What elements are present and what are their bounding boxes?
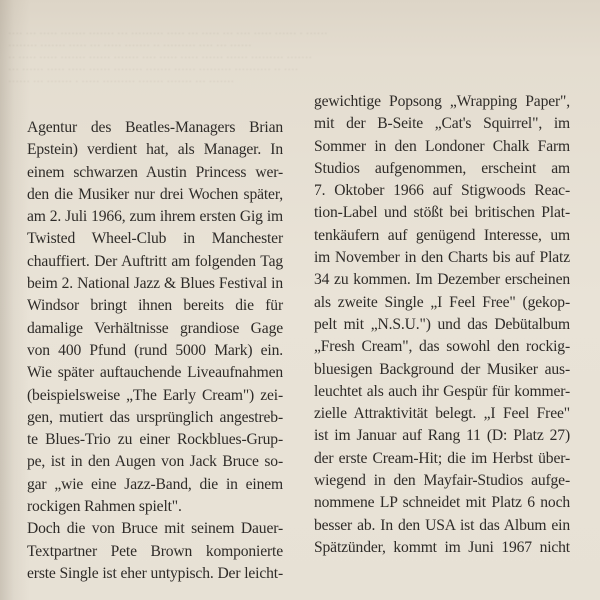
text-line: besser ab. In den USA ist das Album ein — [314, 516, 570, 534]
text-line: leuchtet als auch ihr Gespür für kommer- — [314, 382, 570, 400]
text-line: gen, mutiert das ursprünglich angestreb- — [27, 408, 283, 426]
text-line: Twisted Wheel-Club in Manchester — [27, 230, 283, 248]
left-text-column — [27, 117, 283, 585]
text-line: Windsor bringt ihnen bereits die für — [27, 297, 283, 315]
text-line: damalige Verhältnisse grandiose Gage — [27, 319, 283, 337]
text-line: 34 zu kommen. Im Dezember erscheinen — [314, 271, 570, 289]
text-line: bluesigen Background der Musiker aus- — [314, 360, 570, 378]
text-line: gar „wie eine Jazz-Band, die in einem — [27, 475, 283, 493]
bleed-through-line: ······ ··· ······· · ····· ········· ······· ······· ··· ······· — [8, 76, 235, 88]
text-line: von 400 Pfund (rund 5000 Mark) ein. — [27, 341, 283, 359]
text-line: rockigen Rahmen spielt". — [27, 498, 182, 516]
text-line: Spätzünder, kommt im Juni 1967 nicht — [314, 538, 570, 556]
text-line: te Blues-Trio zu einer Rockblues-Grup- — [27, 431, 283, 449]
text-line: Agentur des Beatles-Managers Brian — [27, 119, 283, 136]
text-line: Epstein) verdient hat, als Manager. In — [27, 141, 283, 159]
bleed-through-line: ··· ······ ····· ····· ······ ········ ······· ······ ········· ·········· ·· ···· — [8, 64, 299, 76]
text-line: Studios aufgenommen, erscheint am — [314, 159, 570, 177]
text-line: „Fresh Cream", das sowohl den rockig- — [314, 338, 570, 356]
bleed-through-line: ···· ··· ····· ······· ······· ··· ········· ····· ··· ····· ··· ···· ····· ······ · ······ — [8, 28, 328, 40]
text-line: am 2. Juli 1966, zum ihrem ersten Gig im — [27, 208, 283, 226]
text-line: als zweite Single „I Feel Free" (gekop- — [314, 293, 570, 311]
bleed-through-line: ·· ····· ····· ······· ······ ······· ···· ····· ····· ······ ······ ········· ······· — [8, 52, 313, 64]
bleed-through-line: ········ ······· ····· ··· ····· ······· ·· ········· ···· ··· ······ — [8, 40, 252, 52]
text-line: Doch die von Bruce mit seinem Dauer- — [27, 520, 283, 538]
text-line: tenkäufern auf genügend Interesse, um — [314, 226, 570, 244]
text-line: der erste Cream-Hit; die im Herbst über- — [314, 449, 570, 467]
text-line: Sommer in den Londoner Chalk Farm — [314, 137, 570, 155]
text-line: chauffiert. Der Auftritt am folgenden Tag — [27, 252, 283, 270]
text-line: Wie später auftauchende Liveaufnahmen — [27, 364, 283, 382]
right-text-column — [314, 91, 570, 559]
text-line: einem schwarzen Austin Princess wer- — [27, 163, 283, 181]
text-line: den die Musiker nur drei Wochen später, — [27, 185, 283, 203]
text-line: nommene LP schneidet mit Platz 6 noch — [314, 494, 570, 512]
text-line: pe, ist in den Augen von Jack Bruce so- — [27, 453, 283, 471]
text-line: Textpartner Pete Brown komponierte — [27, 542, 283, 560]
text-line: pelt mit „N.S.U.") und das Debütalbum — [314, 315, 570, 333]
text-line: zielle Attraktivität belegt. „I Feel Free" — [314, 405, 570, 423]
text-line: tion-Label und stößt bei britischen Plat- — [314, 204, 570, 222]
text-line: erste Single ist eher untypisch. Der leicht- — [27, 564, 283, 582]
text-line: (beispielsweise „The Early Cream") zei- — [27, 386, 283, 404]
text-line: wiegend in den Mayfair-Studios aufge- — [314, 472, 570, 490]
bleed-through-text — [0, 28, 600, 88]
text-line: ist im Januar auf Rang 11 (D: Platz 27) — [314, 427, 570, 445]
text-line: gewichtige Popsong „Wrapping Paper", — [314, 93, 570, 110]
text-line: 7. Oktober 1966 auf Stigwoods Reac- — [314, 182, 570, 200]
text-line: beim 2. National Jazz & Blues Festival in — [27, 275, 283, 293]
text-line: mit der B-Seite „Cat's Squirrel", im — [314, 115, 570, 133]
text-line: im November in den Charts bis auf Platz — [314, 249, 570, 267]
